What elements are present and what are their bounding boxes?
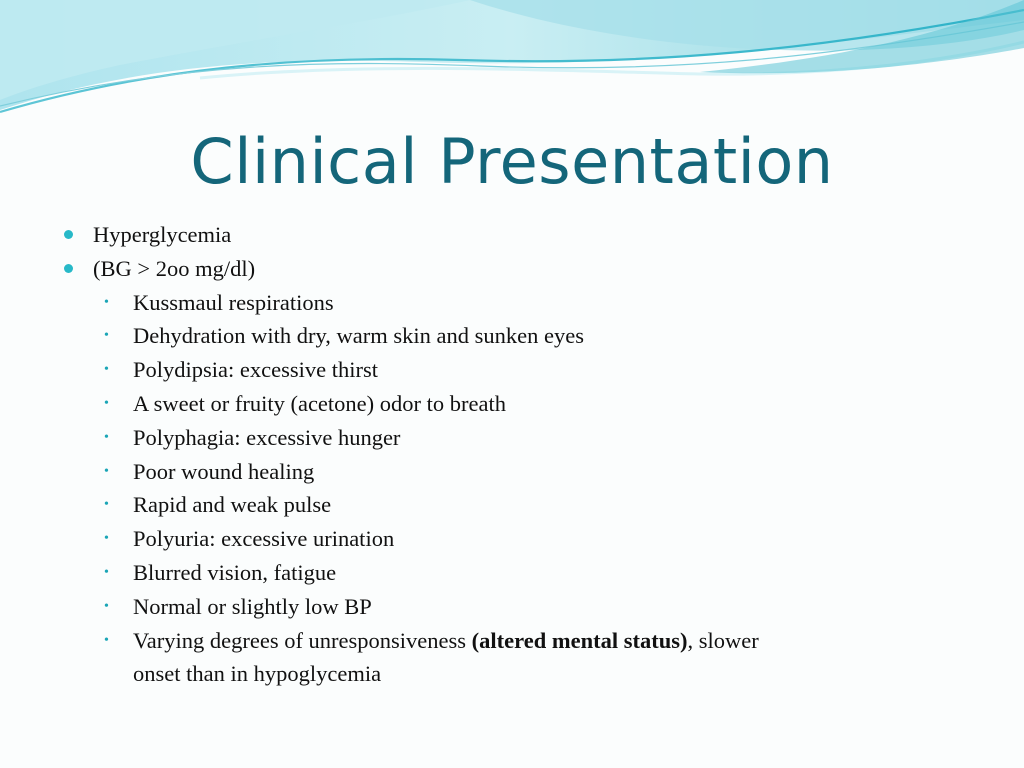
sub-bullet-dot-icon: •	[104, 531, 109, 547]
sub-bullet-dot-icon: •	[104, 632, 109, 648]
sub-bullet-item	[100, 455, 960, 489]
sub-bullet-dot-icon: •	[104, 598, 109, 614]
sub-bullet-item	[100, 353, 960, 387]
sub-bullet-text: Rapid and weak pulse	[133, 492, 332, 518]
sub-bullet-text: Polydipsia: excessive thirst	[133, 357, 378, 383]
sub-bullet-dot-icon: •	[104, 395, 109, 411]
bullet-text: Hyperglycemia	[93, 222, 232, 247]
sub-bullet-text-end: , slower	[687, 627, 759, 653]
sub-bullet-dot-icon: •	[104, 429, 109, 445]
bullet-list	[60, 218, 960, 691]
sub-bullet-item	[100, 319, 960, 353]
sub-bullet-text: Normal or slightly low BP	[133, 593, 372, 619]
sub-bullet-text-continued: onset than in hypoglycemia	[133, 661, 382, 687]
sub-bullet-item	[100, 387, 960, 421]
bullet-dot-icon	[64, 230, 73, 239]
sub-bullet-text: Polyphagia: excessive hunger	[133, 424, 401, 450]
sub-bullet-dot-icon: •	[104, 497, 109, 513]
sub-bullet-dot-icon: •	[104, 328, 109, 344]
bullet-bg-threshold	[60, 252, 960, 286]
sub-bullet-item-unresponsiveness	[100, 624, 960, 692]
sub-bullet-text-start: Varying degrees of unresponsiveness	[133, 627, 472, 653]
bullet-hyperglycemia	[60, 218, 960, 252]
sub-bullet-text: Dehydration with dry, warm skin and sunken eyes	[133, 323, 584, 349]
sub-bullet-item	[100, 421, 960, 455]
sub-bullet-item	[100, 286, 960, 320]
sub-bullet-text: Kussmaul respirations	[133, 289, 334, 315]
sub-bullet-item	[100, 590, 960, 624]
sub-bullet-text: Poor wound healing	[133, 458, 315, 484]
sub-bullet-bold-text: (altered mental status)	[471, 627, 688, 653]
sub-bullet-item	[100, 556, 960, 590]
sub-bullet-item	[100, 488, 960, 522]
sub-bullet-text: Polyuria: excessive urination	[133, 526, 395, 552]
sub-bullet-text: A sweet or fruity (acetone) odor to breath	[133, 390, 506, 416]
sub-bullet-dot-icon: •	[104, 362, 109, 378]
header-wave-decoration	[0, 0, 1024, 130]
sub-bullet-text: Blurred vision, fatigue	[133, 559, 337, 585]
sub-bullet-item	[100, 522, 960, 556]
sub-bullet-dot-icon: •	[104, 294, 109, 310]
sub-bullet-dot-icon: •	[104, 564, 109, 580]
bullet-dot-icon	[64, 264, 73, 273]
sub-bullet-dot-icon: •	[104, 463, 109, 479]
slide-title: Clinical Presentation	[190, 125, 834, 198]
bullet-text: (BG > 2oo mg/dl)	[93, 255, 256, 281]
